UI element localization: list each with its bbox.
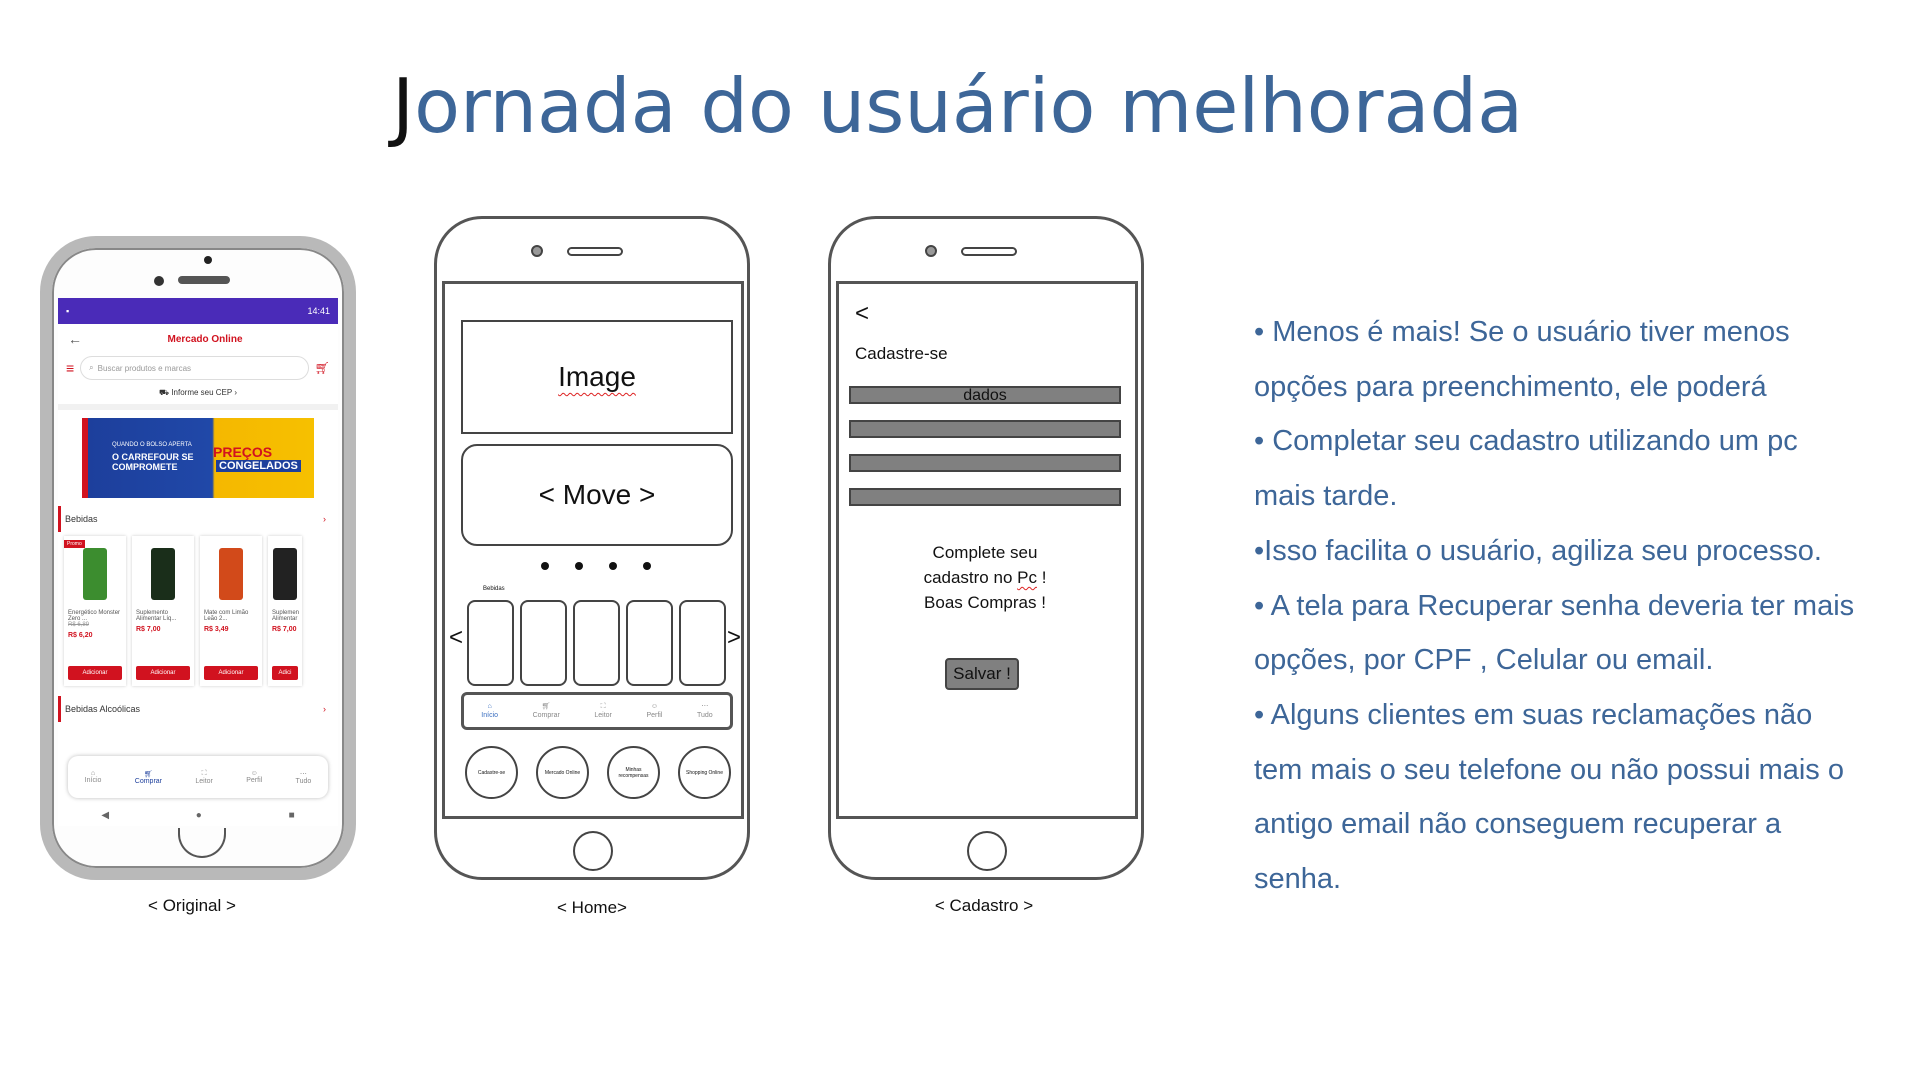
carousel-move[interactable] [461, 444, 733, 546]
product-price: R$ 6,20 [68, 632, 93, 639]
message-pc: Pc [1017, 568, 1037, 587]
home-button [178, 828, 226, 858]
nav-inicio[interactable] [481, 702, 498, 720]
nav-label: Início [84, 777, 102, 784]
image-placeholder [461, 320, 733, 434]
dot[interactable] [643, 562, 651, 570]
input-field[interactable] [849, 420, 1121, 438]
bullet-line: opções, por CPF , Celular ou email. [1254, 644, 1714, 677]
search-icon: ⌕ [89, 363, 94, 372]
nav-tudo[interactable] [697, 702, 713, 720]
product-old-price: R$ 6,89 [68, 622, 90, 628]
nav-label: Comprar [134, 777, 162, 785]
shortcut-cadastre-se[interactable]: Cadastre-se [465, 746, 518, 799]
home-icon: ⌂ [90, 770, 96, 777]
section-label: Bebidas [483, 586, 505, 592]
home-icon: ⌂ [487, 703, 492, 710]
nav-tudo[interactable] [296, 770, 312, 785]
product-name: Energético Monster Zero ... [68, 610, 121, 622]
section-label: Bebidas [65, 514, 98, 524]
message-line2 [879, 565, 1091, 590]
product-card[interactable] [573, 600, 620, 686]
bottom-nav [68, 756, 328, 798]
banner-line2: O CARREFOUR SE COMPROMETE [112, 452, 194, 472]
cadastro-title: Cadastre-se [855, 344, 948, 363]
promo-banner[interactable] [82, 418, 314, 498]
product-price: R$ 7,00 [272, 626, 297, 633]
cart-icon: 🛒︎ [143, 770, 153, 778]
back-arrow-icon[interactable]: < [855, 300, 870, 327]
speaker-grill [178, 276, 230, 284]
product-price: R$ 7,00 [136, 626, 161, 633]
status-bar [58, 298, 338, 324]
original-screen [58, 298, 338, 826]
cadastro-message [879, 540, 1091, 615]
system-recents-icon[interactable]: ■ [288, 809, 295, 821]
caption-cadastro: < Cadastro > [934, 896, 1034, 915]
nav-label: Tudo [295, 777, 312, 785]
bullet-line: • Alguns clientes em suas reclamações não [1254, 698, 1813, 731]
product-card[interactable] [64, 536, 126, 686]
hamburger-menu-icon[interactable]: ≡ [66, 360, 75, 376]
product-card[interactable] [268, 536, 302, 686]
bullet-line: tem mais o seu telefone ou não possui mais o [1254, 753, 1844, 786]
caption-home: < Home> [557, 898, 627, 917]
nav-label: Leitor [594, 712, 612, 719]
camera-icon [531, 245, 543, 257]
save-button[interactable]: Salvar ! [945, 658, 1019, 690]
cart-icon: 🛒︎ [541, 703, 551, 710]
dot[interactable] [541, 562, 549, 570]
cadastro-wireframe-phone [828, 216, 1144, 880]
section-bebidas-alcoolicas[interactable] [58, 696, 338, 722]
bullet-line: opções para preenchimento, ele poderá [1254, 370, 1767, 403]
section-bebidas[interactable] [58, 506, 338, 532]
bullet-line: • Completar seu cadastro utilizando um pc [1254, 425, 1798, 458]
product-name: Suplemento Alimentar Líq... [136, 610, 177, 622]
nav-comprar[interactable] [533, 702, 560, 720]
banner-line3: PREÇOS [213, 444, 273, 460]
promo-badge: Promo [64, 540, 85, 548]
arrow-left-icon[interactable]: < [449, 624, 464, 651]
caption-original: < Original > [148, 896, 236, 915]
system-back-icon[interactable]: ◀ [101, 809, 110, 821]
nav-perfil[interactable] [646, 702, 662, 720]
carousel-dots [541, 562, 651, 570]
product-card[interactable] [467, 600, 514, 686]
status-time: 14:41 [307, 306, 330, 316]
home-wireframe-phone [434, 216, 750, 880]
nav-comprar[interactable] [135, 770, 162, 785]
title-rest: ornada do usuário melhorada [414, 62, 1524, 150]
user-icon: ☺ [250, 770, 258, 777]
cep-label: Informe seu CEP [171, 388, 233, 397]
message-text: ! [1036, 568, 1047, 587]
app-header [58, 324, 338, 354]
product-image [219, 548, 243, 600]
nav-leitor[interactable] [195, 770, 213, 785]
product-list [58, 532, 338, 690]
more-icon: ⋯ [299, 770, 307, 778]
input-field[interactable] [849, 454, 1121, 472]
search-placeholder: Buscar produtos e marcas [97, 363, 192, 373]
cep-link[interactable]: ⛟ Informe seu CEP › [58, 382, 338, 410]
section-label: Bebidas Alcoólicas [65, 704, 141, 714]
product-price: R$ 3,49 [204, 626, 229, 633]
camera-dot-icon [204, 256, 212, 264]
input-field[interactable] [849, 488, 1121, 506]
user-icon: ☺ [650, 703, 658, 710]
bottom-nav [461, 692, 733, 730]
message-icon: ▪ [66, 306, 70, 316]
product-name: Suplemen Alimentar [272, 610, 300, 622]
product-cards [467, 600, 726, 686]
nav-inicio[interactable] [85, 770, 102, 784]
header-title: Mercado Online [167, 333, 243, 345]
nav-label: Leitor [195, 777, 213, 785]
search-row [58, 354, 338, 382]
bullet-list [1254, 305, 1904, 907]
title-first-letter: J [391, 62, 415, 150]
system-home-icon[interactable]: ● [195, 809, 202, 821]
nav-label: Tudo [696, 712, 713, 719]
banner-line4: CONGELADOS [216, 460, 301, 472]
search-input[interactable] [80, 356, 309, 380]
home-screen [442, 281, 744, 819]
shortcut-mercado-online[interactable]: Mercado Online [536, 746, 589, 799]
message-line1: Complete seu [932, 543, 1038, 562]
add-button[interactable]: Adicionar [136, 666, 190, 680]
camera-icon [925, 245, 937, 257]
truck-icon: ⛟ [159, 388, 170, 397]
image-label: Image [558, 361, 636, 392]
banner-line1: QUANDO O BOLSO APERTA [112, 442, 192, 448]
nav-label: Perfil [246, 777, 263, 784]
scan-icon: ⛶ [201, 769, 207, 777]
chevron-right-icon: › [323, 704, 326, 714]
move-label: < Move > [538, 479, 656, 510]
system-nav [58, 804, 338, 826]
home-button [967, 831, 1007, 871]
product-image [83, 548, 107, 600]
slide-title [0, 62, 1915, 150]
original-phone-mockup [40, 236, 356, 880]
bullet-line: mais tarde. [1254, 480, 1398, 513]
home-button [573, 831, 613, 871]
bullet-line: antigo email não conseguem recuperar a [1254, 808, 1782, 841]
product-card[interactable] [132, 536, 194, 686]
add-button[interactable]: Adicionar [204, 666, 258, 680]
speaker-grill [567, 247, 623, 256]
shortcut-shopping-online[interactable]: Shopping Online [678, 746, 731, 799]
nav-perfil[interactable] [246, 770, 262, 784]
add-button[interactable]: Adici [272, 666, 298, 680]
dot[interactable] [575, 562, 583, 570]
nav-label: Perfil [646, 712, 663, 719]
message-text: cadastro no [923, 568, 1018, 587]
bullet-line: • Menos é mais! Se o usuário tiver menos [1254, 316, 1790, 348]
bullet-line: •Isso facilita o usuário, agiliza seu processo. [1254, 534, 1822, 567]
cart-icon[interactable]: 🛒︎ [314, 361, 330, 375]
front-camera-icon [154, 276, 164, 286]
product-card[interactable] [679, 600, 726, 686]
chevron-right-icon: › [323, 514, 326, 524]
nav-label: Início [481, 712, 499, 719]
shortcut-circles [465, 746, 731, 799]
product-card[interactable] [520, 600, 567, 686]
back-arrow-icon[interactable]: ← [68, 331, 82, 347]
cadastro-screen [836, 281, 1138, 819]
product-name: Mate com Limão Leão 2... [204, 610, 249, 622]
scan-icon: ⛶ [600, 703, 606, 710]
more-icon: ⋯ [701, 703, 709, 710]
nav-leitor[interactable] [594, 702, 612, 720]
dot[interactable] [609, 562, 617, 570]
product-card[interactable] [200, 536, 262, 686]
message-line3: Boas Compras ! [924, 593, 1046, 612]
nav-label: Comprar [532, 712, 560, 719]
product-image [151, 548, 175, 600]
product-image [273, 548, 297, 600]
data-field[interactable]: dados [849, 386, 1121, 404]
product-card[interactable] [626, 600, 673, 686]
bullet-line: senha. [1254, 863, 1342, 896]
shortcut-minhas-recompensas[interactable]: Minhas recompensas [607, 746, 660, 799]
arrow-right-icon[interactable]: > [727, 624, 742, 651]
speaker-grill [961, 247, 1017, 256]
add-button[interactable]: Adicionar [68, 666, 122, 680]
bullet-line: • A tela para Recuperar senha deveria ter mais [1254, 589, 1855, 622]
